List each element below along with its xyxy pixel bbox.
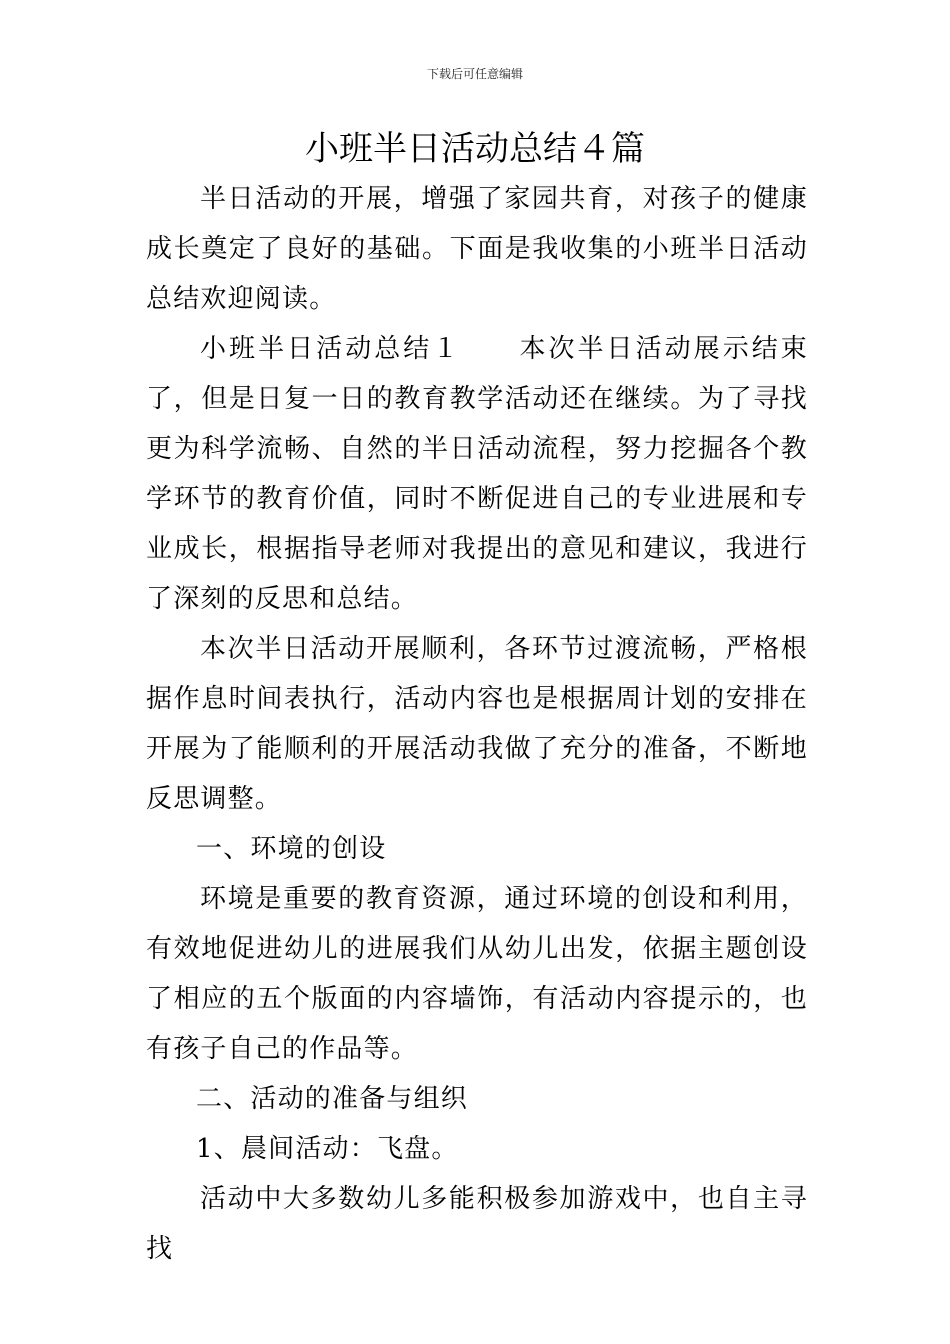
paragraph-summary-1: 小班半日活动总结１ 本次半日活动展示结束了，但是日复一日的教育教学活动还在继续。为了寻找更为科学流畅、自然的半日活动流程，努力挖掘各个教学环节的教育价值，同时不断促进自己的专业进展和专业成长，根据指导老师对我提出的意见和建议，我进行了深刻的反思和总结。: [146, 334, 808, 614]
subsection-heading-morning-activity: 1、晨间活动：飞盘。: [196, 1134, 459, 1164]
paragraph-morning-activity: 活动中大多数幼儿多能积极参加游戏中，也自主寻找: [146, 1184, 808, 1264]
paragraph-activity-overview: 本次半日活动开展顺利，各环节过渡流畅，严格根据作息时间表执行，活动内容也是根据周计划的安排在开展为了能顺利的开展活动我做了充分的准备，不断地反思调整。: [146, 634, 808, 814]
section-heading-preparation: 二、活动的准备与组织: [196, 1084, 469, 1114]
paragraph-intro: 半日活动的开展，增强了家园共育，对孩子的健康成长奠定了良好的基础。下面是我收集的小班半日活动总结欢迎阅读。: [146, 184, 808, 314]
page-header-note: 下载后可任意编辑: [426, 67, 523, 81]
document-title: 小班半日活动总结４篇: [305, 129, 645, 169]
paragraph-environment: 环境是重要的教育资源，通过环境的创设和利用，有效地促进幼儿的进展我们从幼儿出发，依据主题创设了相应的五个版面的内容墙饰，有活动内容提示的，也有孩子自己的作品等。: [146, 884, 808, 1064]
document-body: [146, 174, 808, 1274]
section-heading-environment: 一、环境的创设: [196, 834, 387, 864]
